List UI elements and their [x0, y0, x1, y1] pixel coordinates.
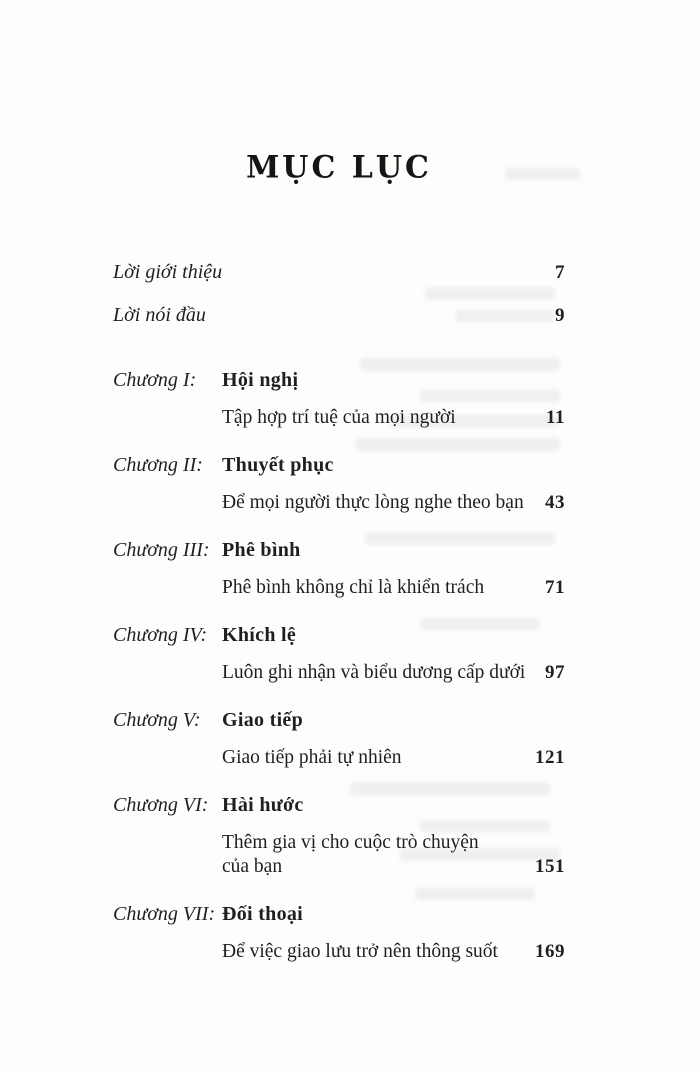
chapter-label: Chương I: — [113, 369, 197, 391]
page-title: MỤC LỤC — [246, 149, 432, 186]
page-number: 71 — [545, 577, 565, 598]
chapter-label: Chương V: — [113, 709, 201, 731]
chapter-subtitle: Để việc giao lưu trở nên thông suốt — [222, 941, 498, 962]
chapter-entry — [113, 793, 565, 879]
chapter-entry — [113, 453, 565, 515]
chapter-title: Đối thoại — [222, 903, 304, 925]
page-number: 97 — [545, 662, 565, 683]
chapter-title-row — [113, 368, 565, 392]
chapter-subtitle: Luôn ghi nhận và biểu dương cấp dưới — [222, 662, 526, 683]
chapter-label: Chương IV: — [113, 624, 208, 646]
page-number: 11 — [546, 407, 565, 428]
toc-content-column — [113, 0, 565, 987]
chapter-title: Hài hước — [222, 794, 304, 816]
chapter-title: Phê bình — [222, 539, 301, 561]
chapter-title-row — [113, 793, 565, 817]
chapter-entry — [113, 708, 565, 770]
front-matter-row — [113, 261, 565, 283]
chapter-entry — [113, 902, 565, 964]
chapter-subtitle: Phê bình không chỉ là khiển trách — [222, 577, 485, 598]
chapter-subtitle: Tập hợp trí tuệ của mọi người — [222, 407, 456, 428]
chapter-entry — [113, 538, 565, 600]
chapter-subtitle: Giao tiếp phải tự nhiên — [222, 747, 402, 768]
chapter-title: Thuyết phục — [222, 454, 334, 476]
page-number: 169 — [535, 941, 565, 962]
chapter-title: Hội nghị — [222, 369, 299, 391]
chapter-title-row — [113, 623, 565, 647]
toc-front-matter — [113, 261, 565, 326]
chapter-title: Khích lệ — [222, 624, 297, 646]
page-number: 7 — [555, 262, 565, 283]
chapter-subtitle-row — [113, 940, 565, 964]
chapter-label: Chương II: — [113, 454, 203, 476]
chapter-subtitle: Để mọi người thực lòng nghe theo bạn — [222, 492, 524, 513]
chapter-subtitle — [222, 831, 535, 879]
chapter-subtitle-row — [113, 661, 565, 685]
page-number: 121 — [535, 747, 565, 768]
front-matter-label: Lời nói đầu — [113, 304, 206, 326]
chapter-subtitle-row — [113, 576, 565, 600]
chapter-entry — [113, 368, 565, 430]
chapter-title-row — [113, 538, 565, 562]
chapter-title: Giao tiếp — [222, 709, 304, 731]
chapter-subtitle-row — [113, 491, 565, 515]
chapter-label: Chương VII: — [113, 903, 216, 925]
front-matter-row — [113, 304, 565, 326]
page-number: 9 — [555, 305, 565, 326]
chapter-title-row — [113, 902, 565, 926]
chapter-subtitle-row — [113, 406, 565, 430]
front-matter-label: Lời giới thiệu — [113, 261, 223, 283]
chapter-subtitle-line: Thêm gia vị cho cuộc trò chuyện — [222, 832, 479, 853]
chapter-title-row — [113, 708, 565, 732]
page-number: 151 — [535, 856, 565, 877]
chapter-subtitle-row — [113, 746, 565, 770]
chapter-subtitle-line: của bạn — [222, 856, 283, 877]
page-number: 43 — [545, 492, 565, 513]
chapter-title-row — [113, 453, 565, 477]
chapter-entry — [113, 623, 565, 685]
chapter-subtitle-row — [113, 831, 565, 879]
chapter-label: Chương III: — [113, 539, 210, 561]
toc-chapter-list — [113, 368, 565, 964]
chapter-label: Chương VI: — [113, 794, 209, 816]
